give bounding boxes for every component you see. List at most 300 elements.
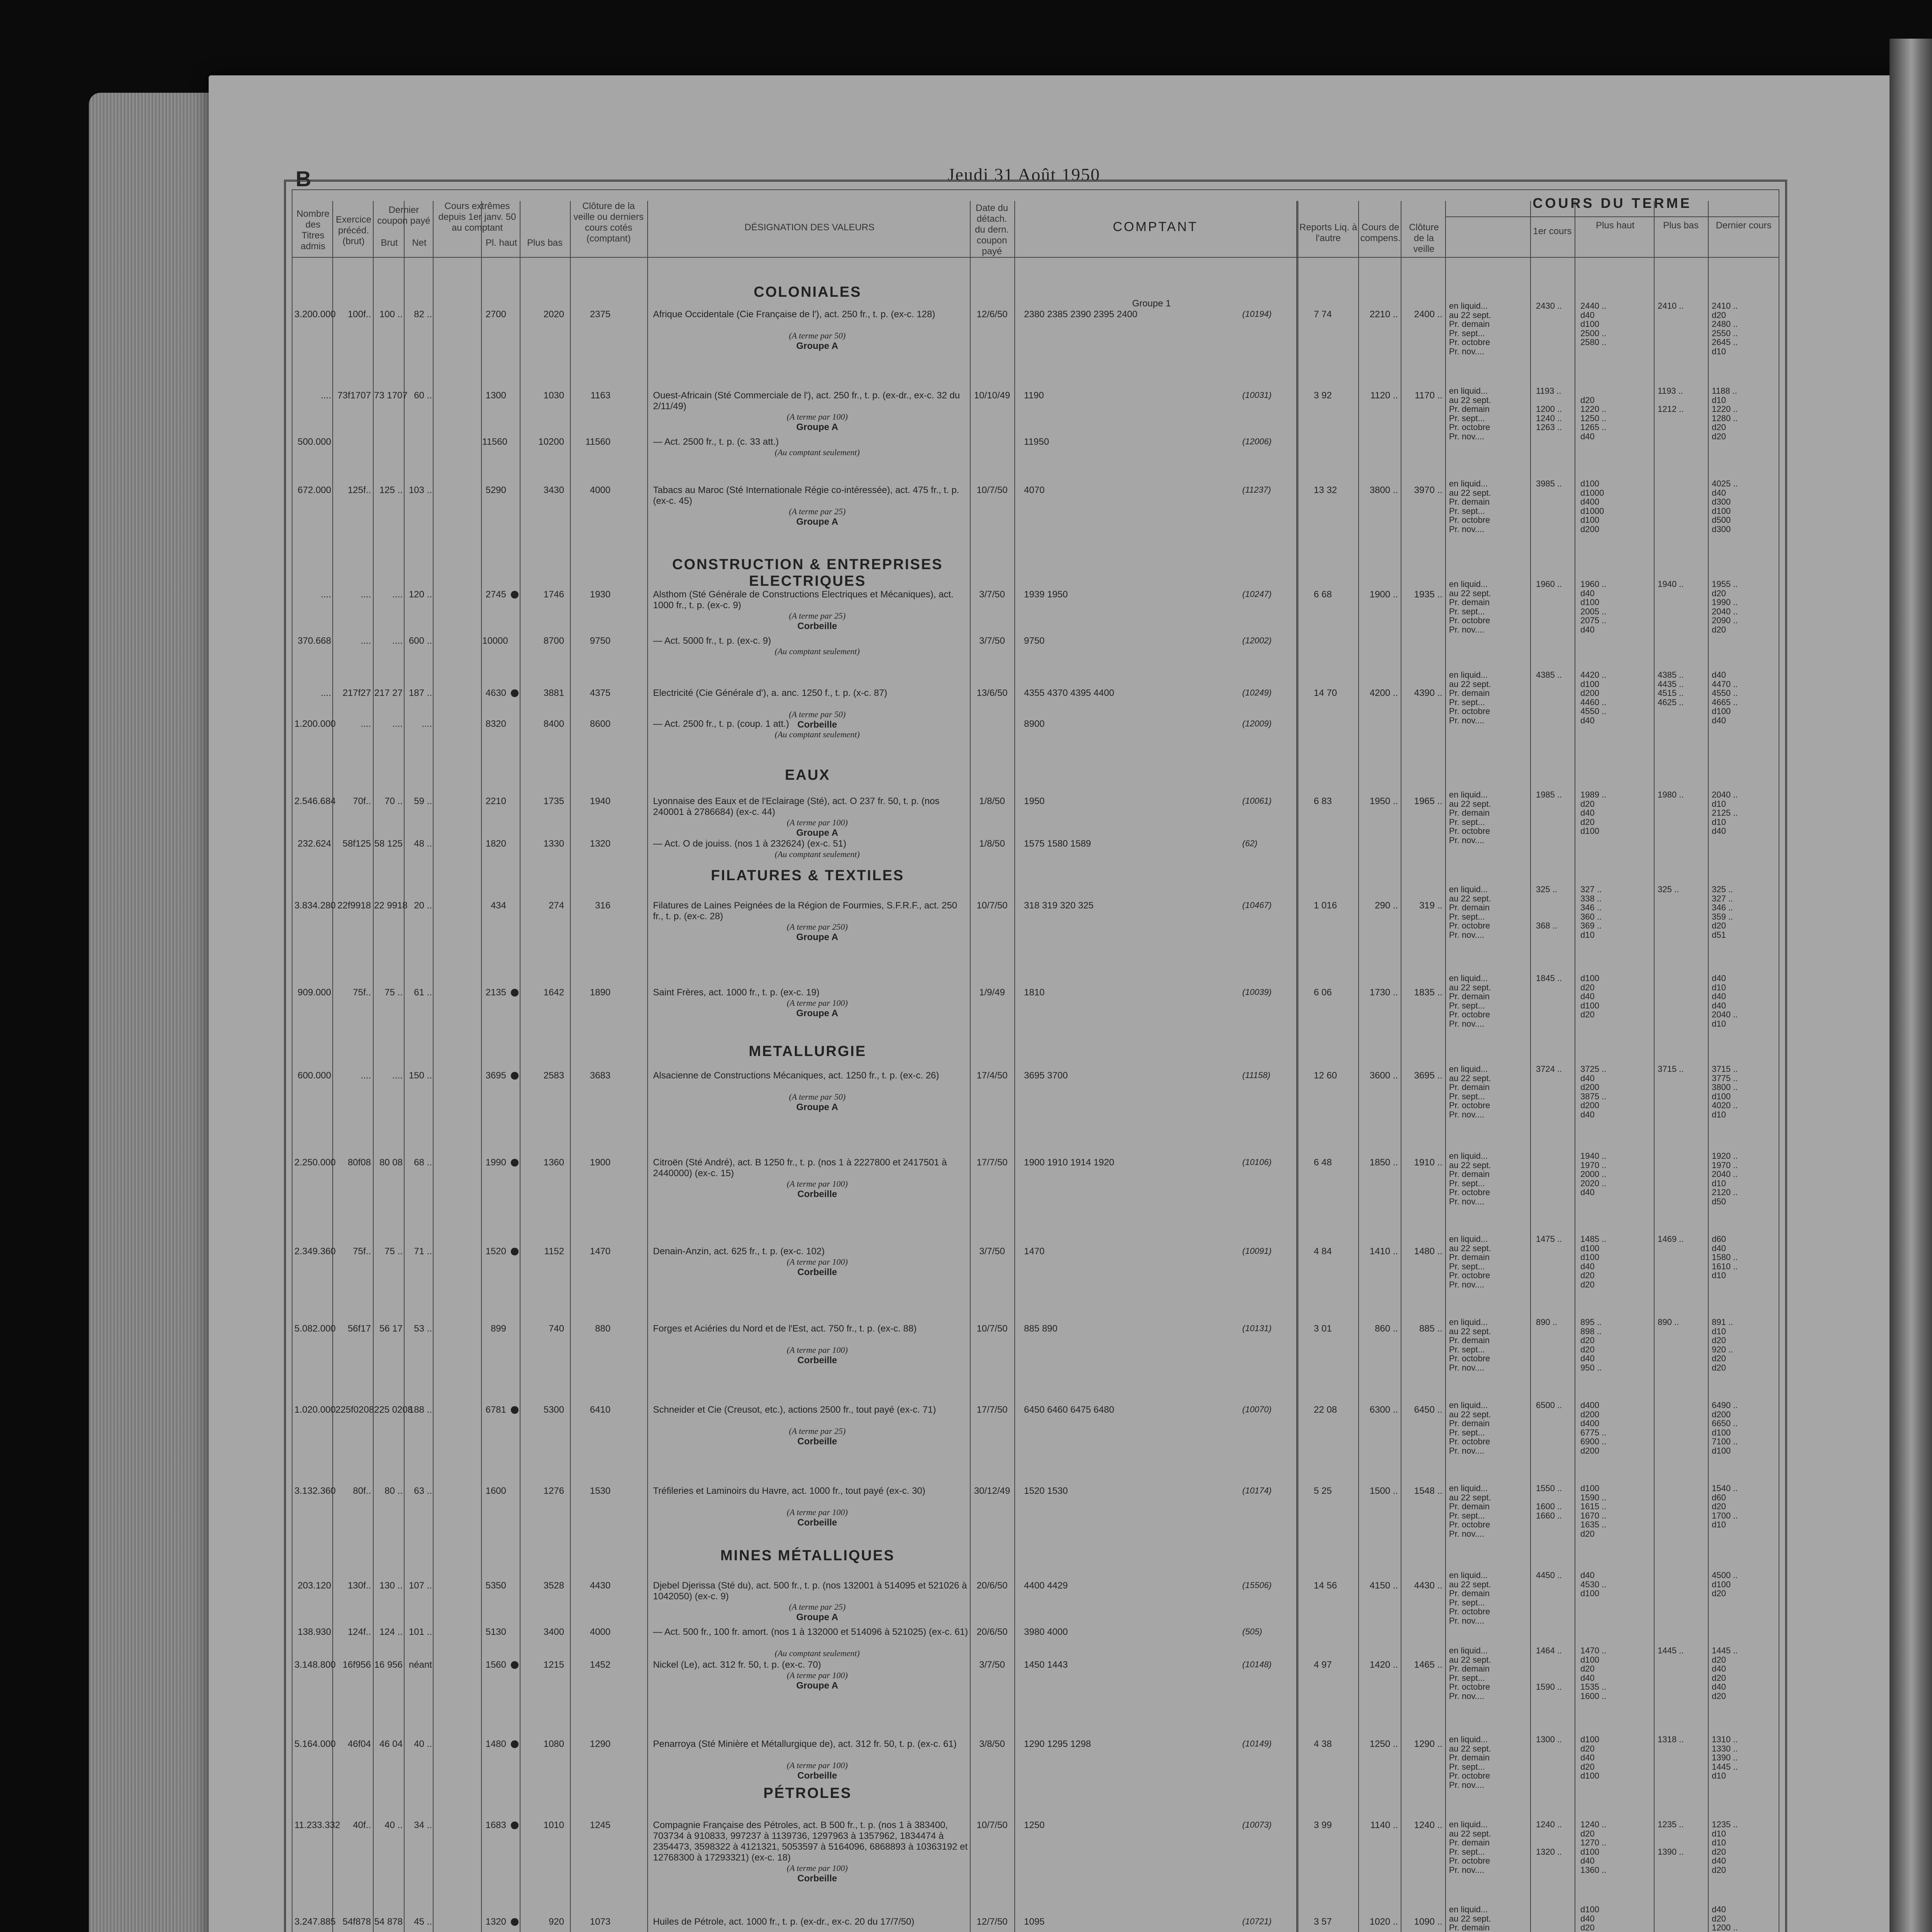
- terme-premier-cours: 1300 ..: [1536, 1735, 1562, 1744]
- cours-plus-bas: 1360: [543, 1157, 564, 1168]
- terme-dernier-cours: d10: [1712, 1828, 1726, 1838]
- date-detachement: 1/8/50: [979, 838, 1005, 849]
- book-spine: [1889, 39, 1932, 1932]
- terme-line-label: Pr. nov....: [1449, 930, 1485, 940]
- cloture-veille-terme: 1290 ..: [1414, 1739, 1442, 1749]
- hdr-designation: DÉSIGNATION DES VALEURS: [744, 222, 875, 233]
- header-rule: [292, 257, 1779, 258]
- date-detachement: 20/6/50: [976, 1627, 1008, 1637]
- terme-dernier-cours: 6650 ..: [1712, 1418, 1738, 1428]
- cours-plus-bas: 920: [548, 1917, 564, 1927]
- terme-note: (A terme par 100): [787, 412, 848, 422]
- terme-line-label: en liquid...: [1449, 1234, 1488, 1244]
- marker-dot: [511, 1248, 519, 1255]
- cloture-veille-comptant: 1890: [590, 987, 611, 998]
- cours-compensation: 2210 ..: [1369, 309, 1398, 320]
- terme-dernier-cours: d40: [1712, 992, 1726, 1001]
- terme-dernier-cours: 346 ..: [1712, 903, 1733, 912]
- terme-premier-cours: 1660 ..: [1536, 1510, 1562, 1520]
- hdr-plus-bas: Plus bas: [527, 238, 563, 248]
- coupon-brut: 58 125: [374, 838, 403, 849]
- terme-line-label: Pr. sept...: [1449, 413, 1485, 423]
- terme-line-label: Pr. demain: [1449, 1923, 1490, 1932]
- coupon-net: 48 ..: [414, 838, 432, 849]
- terme-premier-cours: 6500 ..: [1536, 1400, 1562, 1410]
- terme-note: (A terme par 100): [787, 1863, 848, 1873]
- terme-plus-bas: 1318 ..: [1658, 1735, 1684, 1744]
- date-detachement: 10/7/50: [976, 485, 1008, 495]
- hdr-cours-du-terme: COURS DU TERME: [1532, 195, 1692, 211]
- cloture-veille-comptant: 1073: [590, 1917, 611, 1927]
- terme-plus-haut: d100: [1580, 1655, 1599, 1665]
- terme-line-label: Pr. nov....: [1449, 524, 1485, 534]
- terme-plus-haut: 898 ..: [1580, 1326, 1602, 1336]
- reports-liq: 6 48: [1314, 1157, 1332, 1168]
- terme-note: (A terme par 250): [787, 922, 848, 932]
- cloture-veille-comptant: 6410: [590, 1405, 611, 1415]
- terme-line-label: en liquid...: [1449, 1317, 1488, 1327]
- cours-compensation: 4150 ..: [1369, 1580, 1398, 1591]
- terme-dernier-cours: 3800 ..: [1712, 1082, 1738, 1092]
- cloture-veille-terme: 1935 ..: [1414, 589, 1442, 600]
- terme-dernier-cours: d20: [1712, 1588, 1726, 1598]
- terme-dernier-cours: 1445 ..: [1712, 1762, 1738, 1772]
- valeur-code: (10249): [1242, 688, 1272, 697]
- hdr-cours-compens: Cours de compens.: [1360, 222, 1401, 243]
- groupe-label: Groupe A: [796, 1612, 838, 1622]
- cours-compensation: 6300 ..: [1369, 1405, 1398, 1415]
- cours-plus-bas: 1746: [543, 589, 564, 600]
- coupon-net: 53 ..: [414, 1323, 432, 1334]
- titres-admis: 1.020.000: [294, 1405, 336, 1415]
- valeur-designation: Lyonnaise des Eaux et de l'Eclairage (Sté), act. O 237 fr. 50, t. p. (nos 240001 à 2786684) (ex-c. 44): [653, 796, 940, 817]
- terme-line-label: en liquid...: [1449, 670, 1488, 680]
- comptant-cours: 1900 1910 1914 1920: [1024, 1157, 1114, 1168]
- exercice-precedent: ....: [361, 1070, 371, 1081]
- terme-plus-haut: d40: [1580, 1753, 1595, 1762]
- hdr-brut: Brut: [381, 238, 398, 248]
- valeur-code: (10174): [1242, 1486, 1272, 1495]
- groupe-label: Corbeille: [797, 719, 837, 730]
- terme-plus-bas: 1940 ..: [1658, 579, 1684, 589]
- valeur-designation: Alsthom (Sté Générale de Constructions Electriques et Mécaniques), act. 1000 fr., t. p. (ex-c. 9): [653, 589, 954, 611]
- col-rule: [570, 201, 571, 1932]
- terme-dernier-cours: d60: [1712, 1234, 1726, 1244]
- terme-plus-haut: d100: [1580, 1000, 1599, 1010]
- groupe-label: Corbeille: [797, 1436, 837, 1447]
- terme-plus-haut: d100: [1580, 515, 1599, 525]
- terme-line-label: Pr. nov....: [1449, 1019, 1485, 1029]
- terme-plus-bas: 4385 ..: [1658, 670, 1684, 680]
- cloture-veille-terme: 4430 ..: [1414, 1580, 1442, 1591]
- terme-plus-haut: d20: [1580, 1762, 1595, 1772]
- hdr-exercice: Exercice précéd. (brut): [335, 214, 372, 247]
- terme-note: (A terme par 25): [789, 507, 846, 516]
- terme-line-label: au 22 sept.: [1449, 1579, 1491, 1589]
- terme-note: (Au comptant seulement): [775, 646, 860, 656]
- cloture-veille-comptant: 9750: [590, 636, 611, 646]
- terme-plus-haut: d100: [1580, 1252, 1599, 1262]
- terme-plus-haut: 1250 ..: [1580, 413, 1607, 423]
- terme-dernier-cours: 1310 ..: [1712, 1735, 1738, 1744]
- comptant-cours: 3980 4000: [1024, 1627, 1068, 1637]
- titres-admis: 500.000: [298, 437, 331, 447]
- titres-admis: 5.082.000: [294, 1323, 336, 1334]
- terme-plus-haut: 1940 ..: [1580, 1151, 1607, 1161]
- reports-liq: 3 57: [1314, 1917, 1332, 1927]
- date-detachement: 12/7/50: [976, 1917, 1008, 1927]
- cours-plus-haut: 10000: [482, 636, 508, 646]
- groupe-label: Groupe A: [796, 1008, 838, 1019]
- valeur-designation: Penarroya (Sté Minière et Métallurgique de), act. 312 fr. 50, t. p. (ex-c. 61): [653, 1739, 957, 1749]
- terme-plus-bas: 4515 ..: [1658, 688, 1684, 698]
- terme-dernier-cours: d20: [1712, 1335, 1726, 1345]
- terme-line-label: en liquid...: [1449, 1646, 1488, 1655]
- date-detachement: 1/8/50: [979, 796, 1005, 806]
- terme-plus-haut: d20: [1580, 1743, 1595, 1753]
- valeur-code: (505): [1242, 1627, 1262, 1636]
- terme-line-label: Pr. demain: [1449, 903, 1490, 912]
- terme-plus-haut: 2500 ..: [1580, 328, 1607, 338]
- terme-dernier-cours: d20: [1712, 1502, 1726, 1511]
- terme-line-label: Pr. sept...: [1449, 1673, 1485, 1683]
- hdr-date-detach: Date du détach. du dern. coupon payé: [975, 203, 1009, 257]
- cours-plus-bas: 3528: [543, 1580, 564, 1591]
- terme-plus-haut: d40: [1580, 588, 1595, 598]
- coupon-brut: ....: [392, 589, 403, 600]
- terme-plus-haut: d20: [1580, 982, 1595, 992]
- cours-plus-bas: 1080: [543, 1739, 564, 1749]
- groupe-label: Corbeille: [797, 1770, 837, 1781]
- terme-note: (A terme par 100): [787, 1179, 848, 1189]
- terme-line-label: Pr. octobre: [1449, 422, 1490, 432]
- terme-plus-haut: d100: [1580, 1588, 1599, 1598]
- cloture-veille-terme: 1548 ..: [1414, 1486, 1442, 1496]
- cloture-veille-terme: 1090 ..: [1414, 1917, 1442, 1927]
- terme-dernier-cours: d10: [1712, 1838, 1726, 1847]
- terme-dernier-cours: d10: [1712, 1771, 1726, 1781]
- terme-line-label: Pr. nov....: [1449, 1446, 1485, 1456]
- col-rule: [1708, 201, 1709, 1932]
- groupe-label: Corbeille: [797, 621, 837, 631]
- terme-dernier-cours: d200: [1712, 1409, 1731, 1419]
- terme-line-label: Pr. nov....: [1449, 1865, 1485, 1875]
- titres-admis: 3.247.885: [294, 1917, 336, 1927]
- cours-plus-haut: 1683: [485, 1820, 506, 1830]
- cours-plus-haut: 1320: [485, 1917, 506, 1927]
- terme-plus-haut: 4460 ..: [1580, 697, 1607, 707]
- terme-plus-haut: d10: [1580, 930, 1595, 940]
- terme-dernier-cours: 1540 ..: [1712, 1483, 1738, 1493]
- terme-line-label: en liquid...: [1449, 1905, 1488, 1914]
- terme-dernier-cours: 1955 ..: [1712, 579, 1738, 589]
- coupon-net: 107 ..: [408, 1580, 432, 1591]
- terme-plus-haut: d40: [1580, 1187, 1595, 1197]
- comptant-cours: 11950: [1024, 437, 1049, 447]
- cours-compensation: 1900 ..: [1369, 589, 1398, 600]
- reports-liq: 22 08: [1314, 1405, 1337, 1415]
- hdr-net: Net: [412, 238, 427, 248]
- titres-admis: 1.200.000: [294, 719, 336, 729]
- terme-plus-haut: 1600 ..: [1580, 1691, 1607, 1701]
- titres-admis: 3.200.000: [294, 309, 336, 320]
- terme-line-label: Pr. sept...: [1449, 1427, 1485, 1437]
- groupe-label: Corbeille: [797, 1189, 837, 1199]
- terme-line-label: Pr. demain: [1449, 808, 1490, 818]
- coupon-brut: 46 04: [379, 1739, 403, 1749]
- terme-line-label: au 22 sept.: [1449, 588, 1491, 598]
- date-detachement: 10/10/49: [974, 390, 1010, 401]
- terme-line-label: au 22 sept.: [1449, 1828, 1491, 1838]
- terme-line-label: Pr. sept...: [1449, 1000, 1485, 1010]
- terme-plus-haut: d400: [1580, 1400, 1599, 1410]
- terme-line-label: au 22 sept.: [1449, 1073, 1491, 1083]
- terme-plus-haut: d20: [1580, 1529, 1595, 1539]
- valeur-code: (10194): [1242, 309, 1272, 319]
- terme-line-label: Pr. demain: [1449, 1169, 1490, 1179]
- terme-dernier-cours: d10: [1712, 817, 1726, 827]
- terme-line-label: Pr. demain: [1449, 1082, 1490, 1092]
- terme-dernier-cours: d40: [1712, 670, 1726, 680]
- terme-line-label: Pr. sept...: [1449, 1261, 1485, 1271]
- cours-compensation: 1120 ..: [1370, 390, 1398, 401]
- terme-line-label: Pr. sept...: [1449, 1510, 1485, 1520]
- terme-plus-haut: 338 ..: [1580, 893, 1602, 903]
- terme-line-label: Pr. nov....: [1449, 1691, 1485, 1701]
- terme-dernier-cours: 4665 ..: [1712, 697, 1738, 707]
- terme-line-label: Pr. octobre: [1449, 1437, 1490, 1446]
- terme-plus-haut: 1970 ..: [1580, 1160, 1607, 1170]
- terme-plus-haut: d100: [1580, 973, 1599, 983]
- terme-plus-haut: 2075 ..: [1580, 616, 1607, 625]
- terme-plus-haut: d40: [1580, 310, 1595, 320]
- coupon-brut: 217 27: [374, 688, 403, 698]
- terme-dernier-cours: d10: [1712, 346, 1726, 356]
- terme-dernier-cours: 2480 ..: [1712, 319, 1738, 329]
- coupon-brut: 80 08: [379, 1157, 403, 1168]
- terme-dernier-cours: 1200 ..: [1712, 1923, 1738, 1932]
- terme-line-label: Pr. octobre: [1449, 1856, 1490, 1866]
- reports-liq: 3 01: [1314, 1323, 1332, 1334]
- terme-plus-haut: d20: [1580, 1923, 1595, 1932]
- terme-line-label: Pr. nov....: [1449, 715, 1485, 725]
- date-detachement: 20/6/50: [976, 1580, 1008, 1591]
- groupe-label: Corbeille: [797, 1873, 837, 1884]
- terme-line-label: Pr. octobre: [1449, 337, 1490, 347]
- terme-note: (A terme par 100): [787, 1670, 848, 1680]
- terme-line-label: Pr. octobre: [1449, 1682, 1490, 1692]
- reports-liq: 6 06: [1314, 987, 1332, 998]
- terme-dernier-cours: d100: [1712, 1579, 1731, 1589]
- exercice-precedent: 225f0208: [335, 1405, 374, 1415]
- reports-liq: 6 83: [1314, 796, 1332, 806]
- reports-liq: 7 74: [1314, 309, 1332, 320]
- comptant-cours: 1950: [1024, 796, 1045, 806]
- terme-plus-haut: d20: [1580, 1344, 1595, 1354]
- terme-line-label: en liquid...: [1449, 579, 1488, 589]
- header-rule: [1445, 216, 1779, 217]
- terme-premier-cours: 1550 ..: [1536, 1483, 1562, 1493]
- cours-plus-haut: 5290: [485, 485, 506, 495]
- cloture-veille-terme: 2400 ..: [1414, 309, 1442, 320]
- terme-dernier-cours: d20: [1712, 921, 1726, 930]
- section-title: METALLURGIE: [748, 1043, 867, 1060]
- cloture-veille-terme: 1965 ..: [1414, 796, 1442, 806]
- terme-plus-haut: 1220 ..: [1580, 404, 1607, 414]
- cours-plus-haut: 1520: [485, 1246, 506, 1257]
- terme-plus-haut: d100: [1580, 679, 1599, 689]
- comptant-cours: 1939 1950: [1024, 589, 1068, 600]
- valeur-code: (10073): [1242, 1820, 1272, 1830]
- terme-note: (A terme par 100): [787, 998, 848, 1008]
- terme-premier-cours: 1240 ..: [1536, 413, 1562, 423]
- terme-line-label: Pr. sept...: [1449, 606, 1485, 616]
- terme-dernier-cours: 4025 ..: [1712, 479, 1738, 488]
- terme-note: (A terme par 100): [787, 1507, 848, 1517]
- coupon-brut: 124 ..: [379, 1627, 403, 1637]
- titres-admis: ....: [321, 589, 331, 600]
- terme-plus-haut: d40: [1580, 808, 1595, 818]
- coupon-brut: 75 ..: [384, 987, 403, 998]
- terme-dernier-cours: 1610 ..: [1712, 1261, 1738, 1271]
- terme-plus-haut: d100: [1580, 597, 1599, 607]
- coupon-brut: 73 1707: [374, 390, 408, 401]
- terme-line-label: au 22 sept.: [1449, 1409, 1491, 1419]
- terme-dernier-cours: d10: [1712, 1019, 1726, 1029]
- exercice-precedent: 80f..: [353, 1486, 371, 1496]
- terme-plus-bas: 1193 ..: [1658, 386, 1683, 396]
- cours-plus-haut: 5350: [485, 1580, 506, 1591]
- cloture-veille-comptant: 1930: [590, 589, 611, 600]
- col-rule: [433, 201, 434, 1932]
- terme-dernier-cours: d40: [1712, 1682, 1726, 1692]
- date-detachement: 17/7/50: [976, 1405, 1008, 1415]
- terme-dernier-cours: d10: [1712, 1520, 1726, 1529]
- terme-plus-haut: d200: [1580, 1082, 1599, 1092]
- coupon-net: 59 ..: [414, 796, 432, 806]
- col-rule: [481, 201, 482, 1932]
- terme-plus-haut: d200: [1580, 1100, 1599, 1110]
- reports-liq: 14 70: [1314, 688, 1337, 698]
- coupon-brut: 16 956: [374, 1660, 403, 1670]
- valeur-designation: Forges et Aciéries du Nord et de l'Est, act. 750 fr., t. p. (ex-c. 88): [653, 1323, 917, 1334]
- cloture-veille-comptant: 1320: [590, 838, 611, 849]
- terme-premier-cours: 368 ..: [1536, 921, 1558, 930]
- terme-note: (A terme par 50): [789, 1092, 846, 1102]
- titres-admis: 909.000: [298, 987, 331, 998]
- cours-plus-haut: 1300: [485, 390, 506, 401]
- comptant-cours: 1575 1580 1589: [1024, 838, 1091, 849]
- cours-plus-haut: 2700: [485, 309, 506, 320]
- terme-dernier-cours: d20: [1712, 1362, 1726, 1372]
- cours-plus-bas: 8400: [543, 719, 564, 729]
- terme-line-label: Pr. sept...: [1449, 506, 1485, 516]
- cloture-veille-comptant: 8600: [590, 719, 611, 729]
- terme-plus-haut: 3725 ..: [1580, 1064, 1607, 1074]
- terme-dernier-cours: 2550 ..: [1712, 328, 1738, 338]
- terme-dernier-cours: 2120 ..: [1712, 1187, 1738, 1197]
- terme-plus-haut: d400: [1580, 497, 1599, 507]
- terme-note: (A terme par 100): [787, 1257, 848, 1267]
- terme-dernier-cours: d40: [1712, 1664, 1726, 1673]
- terme-dernier-cours: d40: [1712, 1243, 1726, 1253]
- exercice-precedent: 80f08: [347, 1157, 371, 1168]
- valeur-designation: Tréfileries et Laminoirs du Havre, act. 1000 fr., tout payé (ex-c. 30): [653, 1486, 925, 1496]
- valeur-code: (10149): [1242, 1739, 1272, 1748]
- terme-line-label: au 22 sept.: [1449, 1655, 1491, 1665]
- terme-dernier-cours: d10: [1712, 395, 1726, 405]
- col-rule: [1014, 201, 1015, 1932]
- terme-dernier-cours: d20: [1712, 310, 1726, 320]
- cloture-veille-terme: 1240 ..: [1414, 1820, 1442, 1830]
- cours-plus-haut: 6781: [485, 1405, 506, 1415]
- cours-compensation: 1250 ..: [1369, 1739, 1398, 1749]
- coupon-net: 103 ..: [408, 485, 432, 495]
- cloture-veille-terme: 1480 ..: [1414, 1246, 1442, 1257]
- terme-plus-haut: 4420 ..: [1580, 670, 1607, 680]
- terme-dernier-cours: d20: [1712, 422, 1726, 432]
- table-inner-frame: [292, 189, 1779, 1932]
- terme-dernier-cours: 2040 ..: [1712, 1010, 1738, 1019]
- terme-plus-haut: d40: [1580, 1570, 1595, 1580]
- terme-line-label: en liquid...: [1449, 1570, 1488, 1580]
- terme-dernier-cours: d40: [1712, 826, 1726, 836]
- exercice-precedent: 125f..: [347, 485, 371, 495]
- terme-dernier-cours: d300: [1712, 524, 1731, 534]
- terme-plus-bas: 3715 ..: [1658, 1064, 1684, 1074]
- terme-line-label: Pr. demain: [1449, 1252, 1490, 1262]
- cours-plus-haut: 4630: [485, 688, 506, 698]
- valeur-designation: — Act. 2500 fr., t. p. (c. 33 att.): [653, 437, 779, 447]
- comptant-cours: 4070: [1024, 485, 1045, 495]
- coupon-net: 60 ..: [414, 390, 432, 401]
- terme-dernier-cours: d100: [1712, 1446, 1731, 1456]
- groupe-label: Groupe A: [796, 828, 838, 838]
- terme-premier-cours: 1193 ..: [1536, 386, 1561, 396]
- terme-plus-haut: d40: [1580, 1913, 1595, 1923]
- terme-dernier-cours: 2040 ..: [1712, 606, 1738, 616]
- terme-line-label: Pr. octobre: [1449, 1270, 1490, 1280]
- terme-line-label: Pr. octobre: [1449, 1010, 1490, 1019]
- terme-line-label: au 22 sept.: [1449, 893, 1491, 903]
- exercice-precedent: 75f..: [353, 987, 371, 998]
- cloture-veille-comptant: 11560: [585, 437, 611, 447]
- cours-plus-haut: 5130: [485, 1627, 506, 1637]
- coupon-net: 20 ..: [414, 900, 432, 911]
- exercice-precedent: ....: [361, 589, 371, 600]
- terme-dernier-cours: d20: [1712, 1691, 1726, 1701]
- terme-dernier-cours: 4550 ..: [1712, 688, 1738, 698]
- terme-plus-haut: d100: [1580, 319, 1599, 329]
- valeur-code: (11237): [1242, 485, 1271, 495]
- valeur-designation: — Act. 5000 fr., t. p. (ex-c. 9): [653, 636, 771, 646]
- terme-dernier-cours: d40: [1712, 488, 1726, 498]
- terme-plus-bas: 1212 ..: [1658, 404, 1684, 414]
- terme-line-label: Pr. demain: [1449, 1664, 1490, 1673]
- cloture-veille-comptant: 1530: [590, 1486, 611, 1496]
- terme-plus-haut: 950 ..: [1580, 1362, 1602, 1372]
- coupon-net: 120 ..: [408, 589, 432, 600]
- terme-plus-haut: d200: [1580, 688, 1599, 698]
- terme-plus-haut: d20: [1580, 1828, 1595, 1838]
- cours-plus-haut: 1560: [485, 1660, 506, 1670]
- terme-plus-haut: d1000: [1580, 488, 1604, 498]
- col-rule: [332, 201, 333, 1932]
- terme-plus-bas: 1235 ..: [1658, 1820, 1684, 1829]
- terme-line-label: Pr. sept...: [1449, 1178, 1485, 1188]
- comptant-cours: 4355 4370 4395 4400: [1024, 688, 1114, 698]
- terme-plus-haut: 360 ..: [1580, 912, 1602, 922]
